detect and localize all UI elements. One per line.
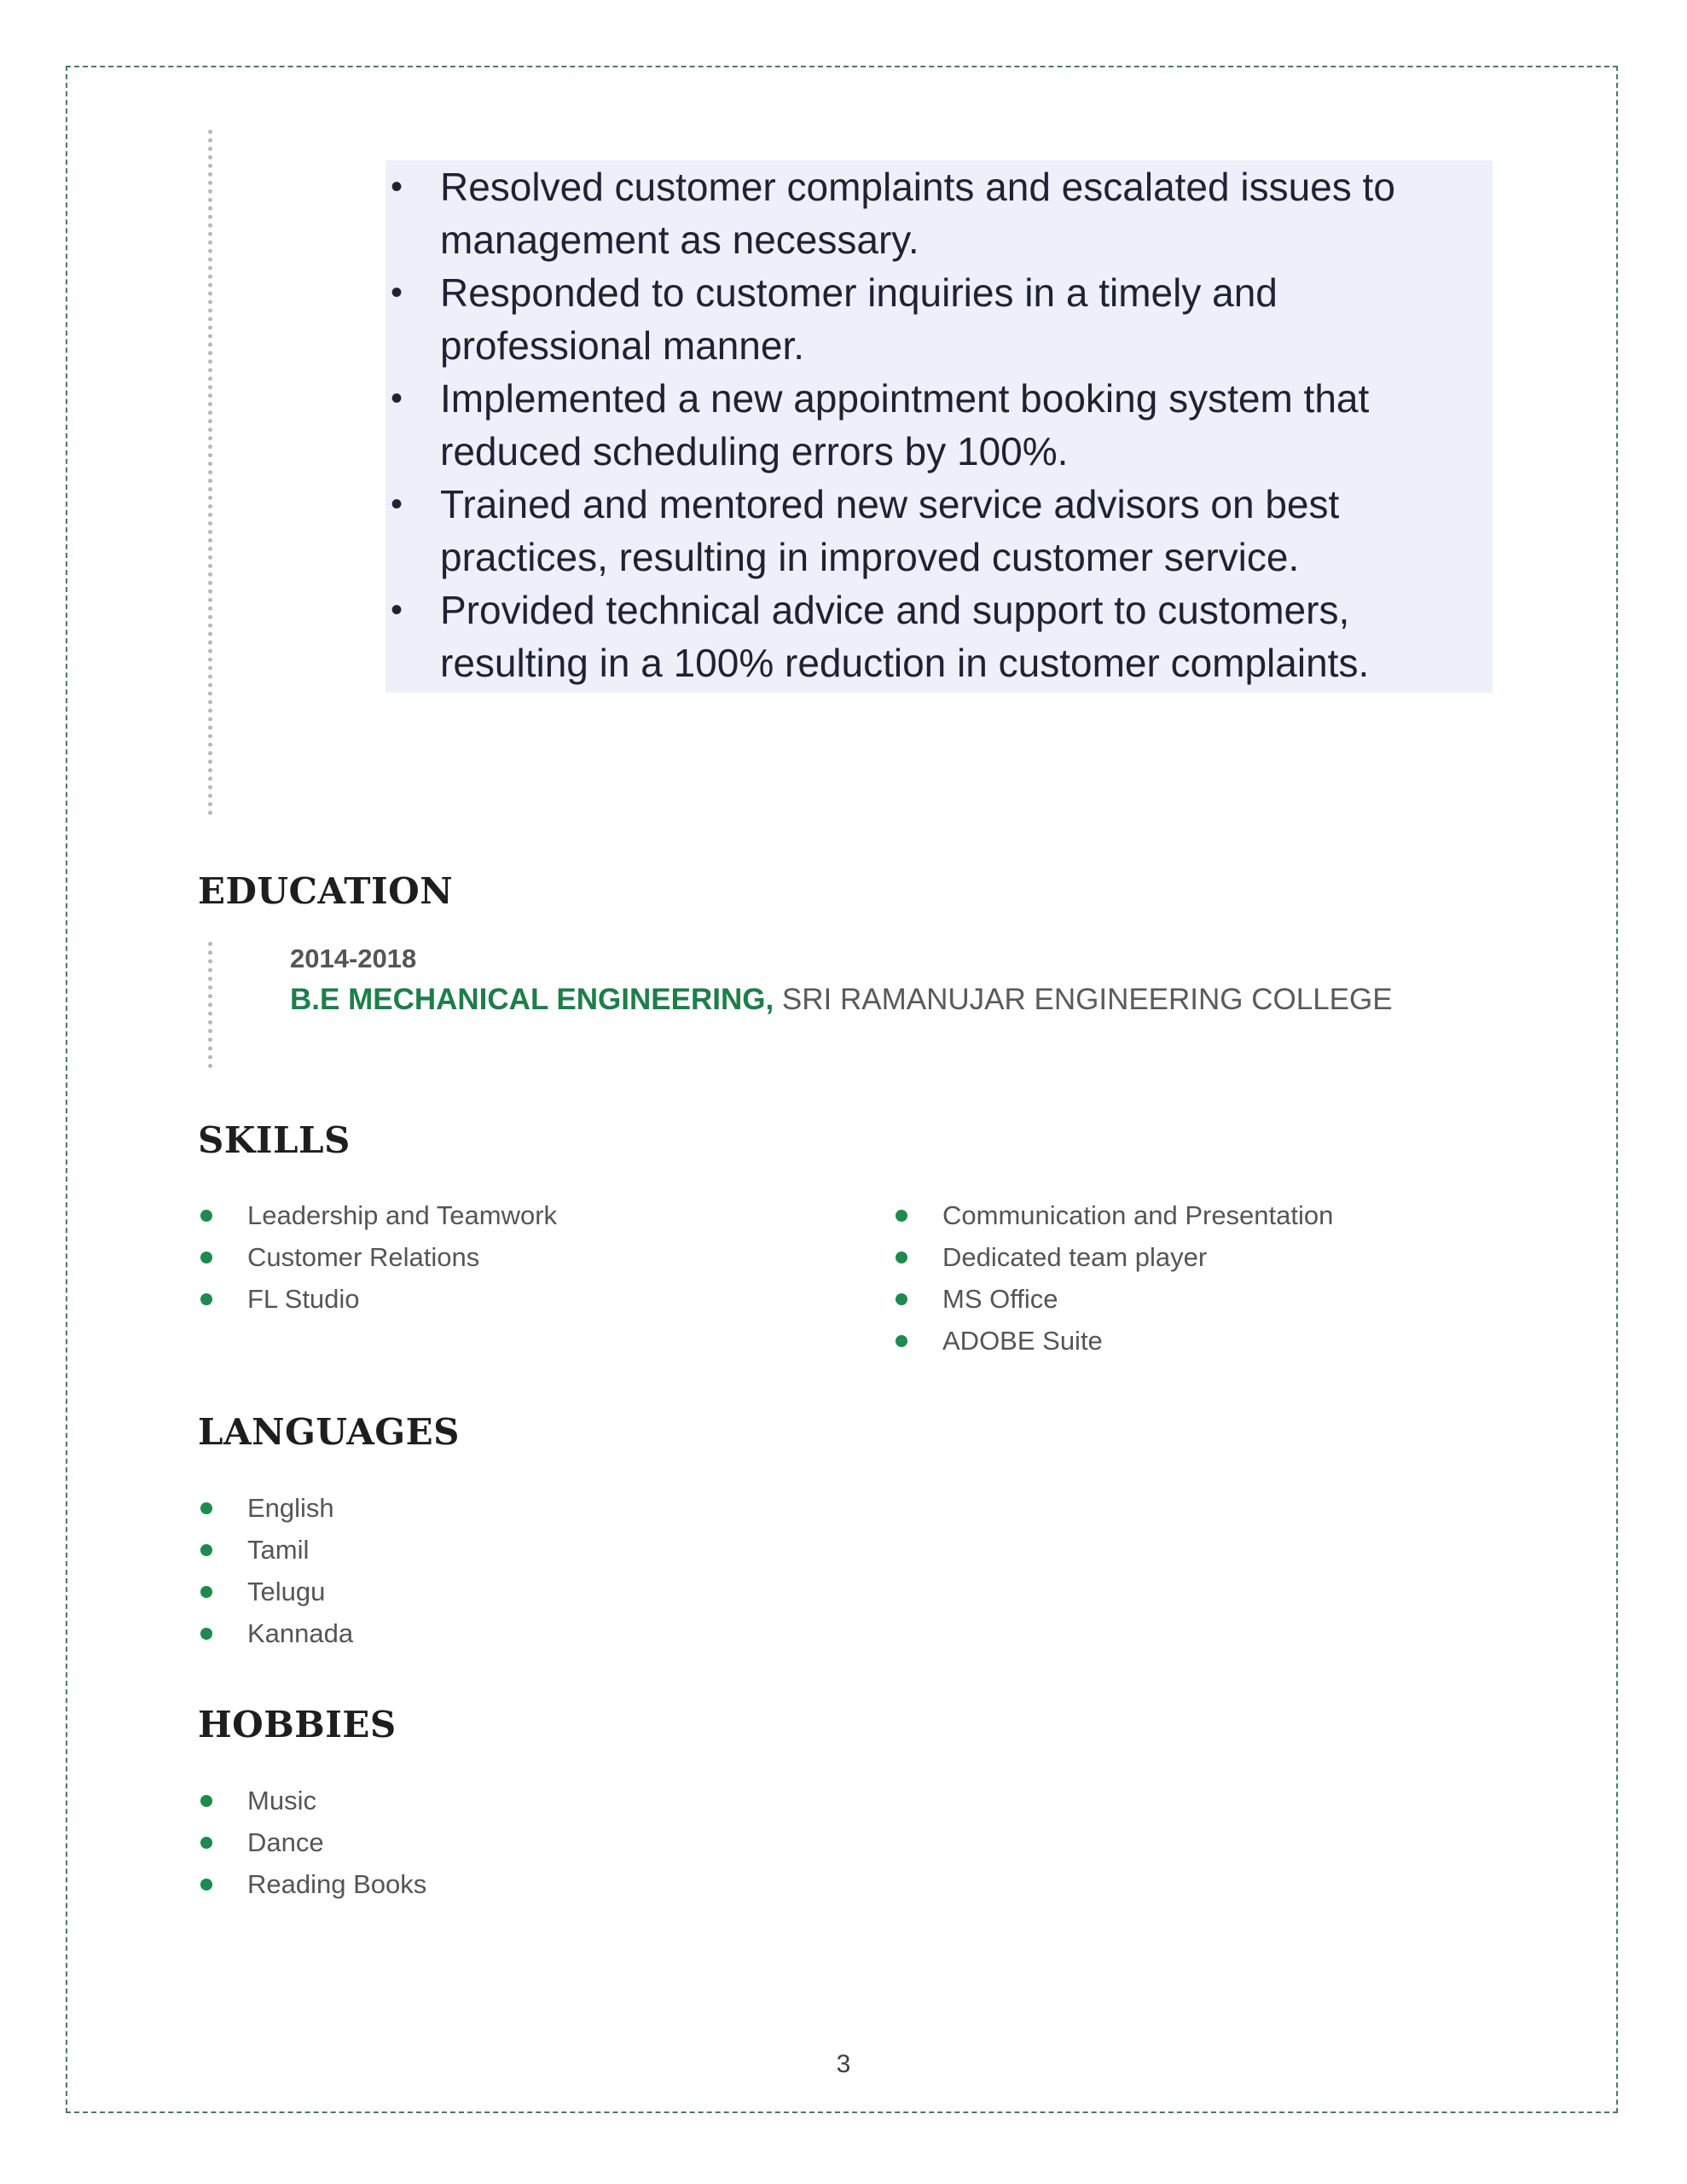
bullet-icon: • (391, 591, 403, 629)
skills-list-right (893, 1194, 1333, 1362)
page-number: 3 (836, 2050, 851, 2078)
languages-heading: LANGUAGES (198, 1411, 461, 1453)
experience-bullet-list (386, 160, 1493, 689)
bullet-icon: • (391, 274, 403, 311)
skills-heading: SKILLS (198, 1119, 351, 1161)
bullet-icon (896, 1293, 907, 1305)
bullet-icon (896, 1252, 907, 1263)
education-dates: 2014-2018 (290, 944, 417, 973)
education-entry (290, 983, 1393, 1017)
skills-list-left (198, 1194, 557, 1320)
list-item: • Provided technical advice and support to customers, resulting in a 100% reduction in customer complaints. (386, 584, 1493, 689)
hobbies-heading: HOBBIES (198, 1704, 397, 1745)
bullet-icon (200, 1293, 212, 1305)
bullet-icon (200, 1879, 212, 1891)
list-item: ADOBE Suite (893, 1320, 1333, 1362)
education-timeline-rule (208, 942, 212, 1068)
list-item: Dedicated team player (893, 1236, 1333, 1278)
bullet-icon (200, 1544, 212, 1556)
education-heading: EDUCATION (198, 870, 454, 912)
bullet-icon (896, 1335, 907, 1347)
bullet-icon (200, 1210, 212, 1222)
list-item: Leadership and Teamwork (198, 1194, 557, 1236)
list-item: Telugu (198, 1571, 353, 1612)
list-item: Kannada (198, 1612, 353, 1654)
list-item: Tamil (198, 1529, 353, 1571)
list-item: • Resolved customer complaints and escalated issues to management as necessary. (386, 160, 1493, 266)
list-item: Music (198, 1780, 426, 1821)
bullet-icon (200, 1502, 212, 1514)
bullet-icon: • (391, 380, 403, 417)
bullet-icon (200, 1795, 212, 1807)
list-item: • Implemented a new appointment booking system that reduced scheduling errors by 100%. (386, 372, 1493, 478)
timeline-rule (208, 130, 212, 816)
bullet-icon (200, 1252, 212, 1263)
list-item: Reading Books (198, 1863, 426, 1905)
hobbies-list (198, 1780, 426, 1905)
list-item: • Responded to customer inquiries in a timely and professional manner. (386, 266, 1493, 372)
bullet-icon (200, 1837, 212, 1849)
list-item: MS Office (893, 1278, 1333, 1320)
bullet-icon (200, 1586, 212, 1598)
education-degree: B.E MECHANICAL ENGINEERING, (290, 983, 774, 1016)
list-item: Dance (198, 1821, 426, 1863)
bullet-icon: • (391, 168, 403, 206)
languages-list (198, 1487, 353, 1654)
bullet-icon: • (391, 485, 403, 523)
list-item: English (198, 1487, 353, 1529)
bullet-icon (200, 1628, 212, 1640)
education-college: SRI RAMANUJAR ENGINEERING COLLEGE (774, 983, 1393, 1016)
list-item: Customer Relations (198, 1236, 557, 1278)
bullet-icon (896, 1210, 907, 1222)
list-item: FL Studio (198, 1278, 557, 1320)
list-item: Communication and Presentation (893, 1194, 1333, 1236)
list-item: • Trained and mentored new service advisors on best practices, resulting in improved customer service. (386, 478, 1493, 584)
